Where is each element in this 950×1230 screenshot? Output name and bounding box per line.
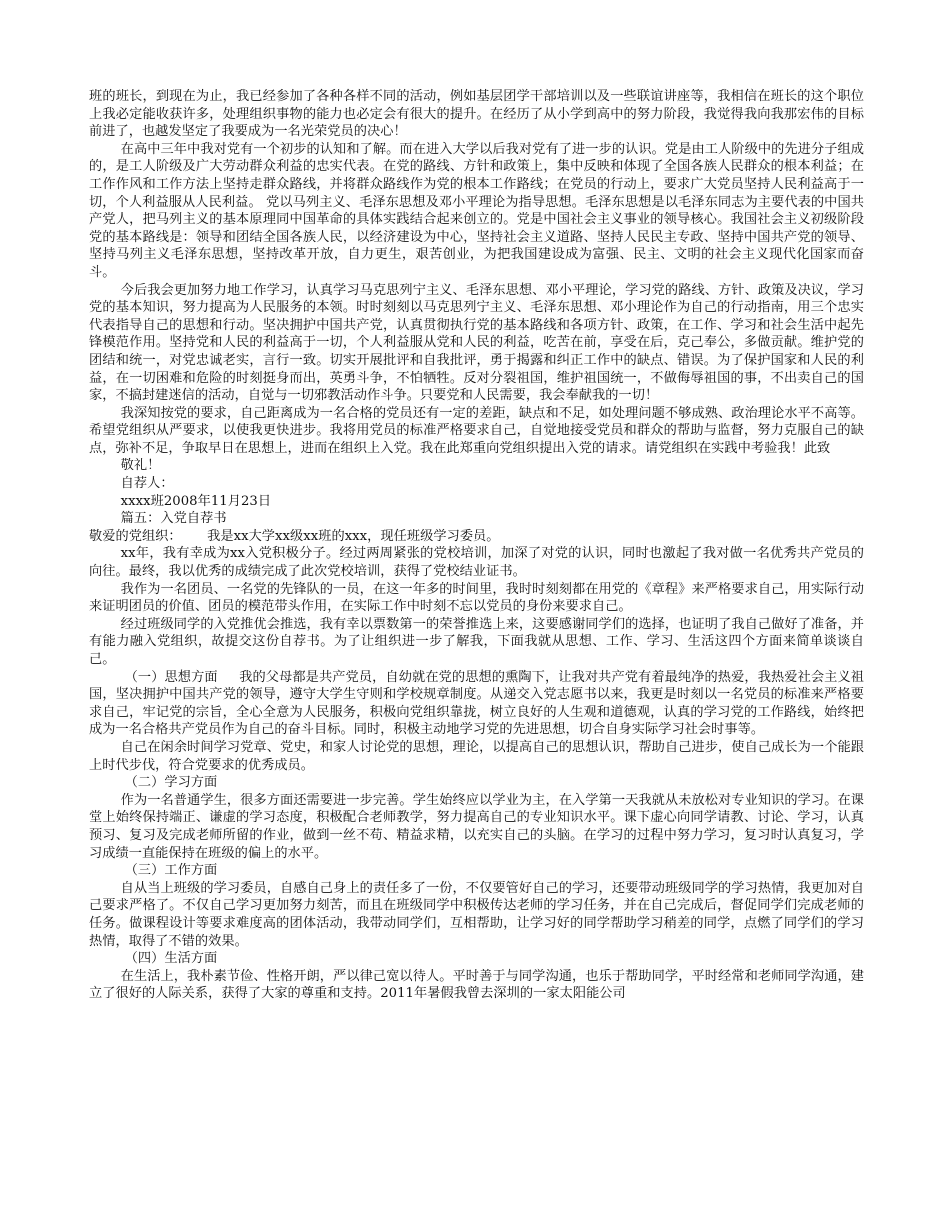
paragraph-3: 我深知按党的要求，自己距离成为一名合格的党员还有一定的差距，缺点和不足，如处理问题不够成熟、政治理论水平不高等。希望党组织从严要求，以使我更快进步。我将用党员的标准严格要求自己，自觉地接受党员和群众的帮助与监督，努力克服自己的缺点，弥补不足，争取早日在思想上，进而在组织上入党。我在此郑重向党组织提出入党的请求。请党组织在实践中考验我！此致 xyxy=(89,405,864,456)
signature-date: xxxx班2008年11月23日 xyxy=(120,493,272,509)
paragraph-2: 今后我会更加努力地工作学习，认真学习马克思列宁主义、毛泽东思想、邓小平理论，学习党的路线、方针、政策及决议，学习党的基本知识，努力提高为人民服务的本领。时时刻刻以马克思列宁主义、毛泽东思想、邓小理论作为自己的行动指南，用三个忠实代表指导自己的思想和行动。坚决拥护中国共产党，认真贯彻执行党的基本路线和各项方针、政策，在工作、学习和社会生活中起先锋模范作用。坚持党和人民的利益高于一切，个人利益服从党和人民的利益，吃苦在前，享受在后，克己奉公，多做贡献。维护党的团结和统一，对党忠诚老实，言行一致。切实开展批评和自我批评，勇于揭露和纠正工作中的缺点、错误。为了保护国家和人民的利益，在一切困难和危险的时刻挺身而出，英勇斗争，不怕牺牲。反对分裂祖国，维护祖国统一，不做侮辱祖国的事，不出卖自己的国家，不搞封建迷信的活动，自觉与一切邪教活动作斗争。只要党和人民需要，我会奉献我的一切！ xyxy=(89,282,864,404)
signature-label: 自荐人： xyxy=(120,476,174,492)
paragraph-1: 在高中三年中我对党有一个初步的认知和了解。而在进入大学以后我对党有了进一步的认识。党是由工人阶级中的先进分子组成的，是工人阶级及广大劳动群众利益的忠实代表。在党的路线、方针和政策上，集中反映和体现了全国各族人民群众的根本利益；在工作作风和工作方法上坚持走群众路线，并将群众路线作为党的根本工作路线；在党员的行动上，要求广大党员坚持人民利益高于一切，个人利益服从人民利益。 党以马列主义、毛泽东思想及邓小平理论为指导思想。毛泽东思想是以毛泽东同志为主要代表的中国共产党人，把马列主义的基本原理同中国革命的具体实践结合起来创立的。党是中国社会主义事业的领导核心。我国社会主义初级阶段党的基本路线是：领导和团结全国各族人民，以经济建设为中心，坚持社会主义道路、坚持人民民主专政、坚持中国共产党的领导、坚持马列主义毛泽东思想，坚持改革开放，自力更生，艰苦创业，为把我国建设成为富强、民主、文明的社会主义现代化国家而奋斗。 xyxy=(89,141,864,280)
document-page xyxy=(89,88,864,1003)
salutation: 敬礼！ xyxy=(120,458,161,474)
thought-section: （一）思想方面 我的父母都是共产党员，自幼就在党的思想的熏陶下，让我对共产党有着最纯净的热爱，我热爱社会主义祖国，坚决拥护中国共产党的领导，遵守大学生守则和学校规章制度。从递交入党志愿书以来，我更是时刻以一名党员的标准来严格要求自己，牢记党的宗旨，全心全意为人民服务，积极向党组织靠拢，树立良好的人生观和道德观，认真的学习党的工作路线，始终把成为一名合格共产党员作为自己的奋斗目标。同时，积极主动地学习党的先进思想，切合自身实际学习社会时事等。 xyxy=(89,669,864,738)
work-paragraph: 自从当上班级的学习委员，自感自己身上的责任多了一份，不仅要管好自己的学习，还要带动班级同学的学习热情，我更加对自己要求严格了。不仅自己学习更加努力刻苦，而且在班级同学中积极传达老师的学习任务，并在自己完成后，督促同学们完成老师的任务。做课程设计等要求难度高的团体活动，我带动同学们，互相帮助，让学习好的同学帮助学习稍差的同学，点燃了同学们的学习热情，取得了不错的效果。 xyxy=(89,880,864,949)
paragraph-0: 班的班长，到现在为止，我已经参加了各种各样不同的活动，例如基层团学干部培训以及一些联谊讲座等，我相信在班长的这个职位上我必定能收获许多，处理组织事物的能力也必定会有很大的提升。在经历了从小学到高中的努力阶段，我觉得我向我那宏伟的目标前进了，也越发坚定了我要成为一名光荣党员的决心！ xyxy=(89,89,864,140)
study-heading: （二）学习方面 xyxy=(124,775,218,791)
work-heading: （三）工作方面 xyxy=(124,863,218,879)
life-paragraph: 在生活上，我朴素节俭、性格开朗，严以律己宽以待人。平时善于与同学沟通，也乐于帮助同学，平时经常和老师同学沟通，建立了很好的人际关系，获得了大家的尊重和支持。2011年暑假我曾去深圳的一家太阳能公司 xyxy=(89,968,864,1002)
study-paragraph: 作为一名普通学生，很多方面还需要进一步完善。学生始终应以学业为主，在入学第一天我就从未放松对专业知识的学习。在课堂上始终保持端正、谦虚的学习态度，积极配合老师教学，努力提高自己的专业知识水平。课下虚心向同学请教、讨论、学习，认真预习、复习及完成老师所留的作业，做到一丝不苟、精益求精，以充实自己的头脑。在学习的过程中努力学习，复习时认真复习，学习成绩一直能保持在班级的偏上的水平。 xyxy=(89,792,864,861)
paragraph-11: 经过班级同学的入党推优会推选，我有幸以票数第一的荣誉推选上来，这要感谢同学们的选择，也证明了我自己做好了准备，并有能力融入党组织，故提交这份自荐书。为了让组织进一步了解我，下面我就从思想、工作、学习、生活这四个方面来简单谈谈自己。 xyxy=(89,616,864,667)
paragraph-13: 自己在闲余时间学习党章、党史，和家人讨论党的思想，理论，以提高自己的思想认识，帮助自己进步，使自己成长为一个能跟上时代步伐，符合党要求的优秀成员。 xyxy=(89,739,864,773)
section-heading: 篇五：入党自荐书 xyxy=(120,511,227,527)
paragraph-10: 我作为一名团员、一名党的先锋队的一员，在这一年多的时间里，我时时刻刻都在用党的《章程》来严格要求自己，用实际行动来证明团员的价值、团员的模范带头作用，在实际工作中时刻不忘以党员的身份来要求自己。 xyxy=(89,581,864,615)
paragraph-9: xx年，我有幸成为xx入党积极分子。经过两周紧张的党校培训，加深了对党的认识，同时也激起了我对做一名优秀共产党员的向往。最终，我以优秀的成绩完成了此次党校培训，获得了党校结业证书。 xyxy=(89,546,864,580)
life-heading: （四）生活方面 xyxy=(124,951,218,967)
greeting: 敬爱的党组织： 我是xx大学xx级xx班的xxx，现任班级学习委员。 xyxy=(89,528,500,544)
